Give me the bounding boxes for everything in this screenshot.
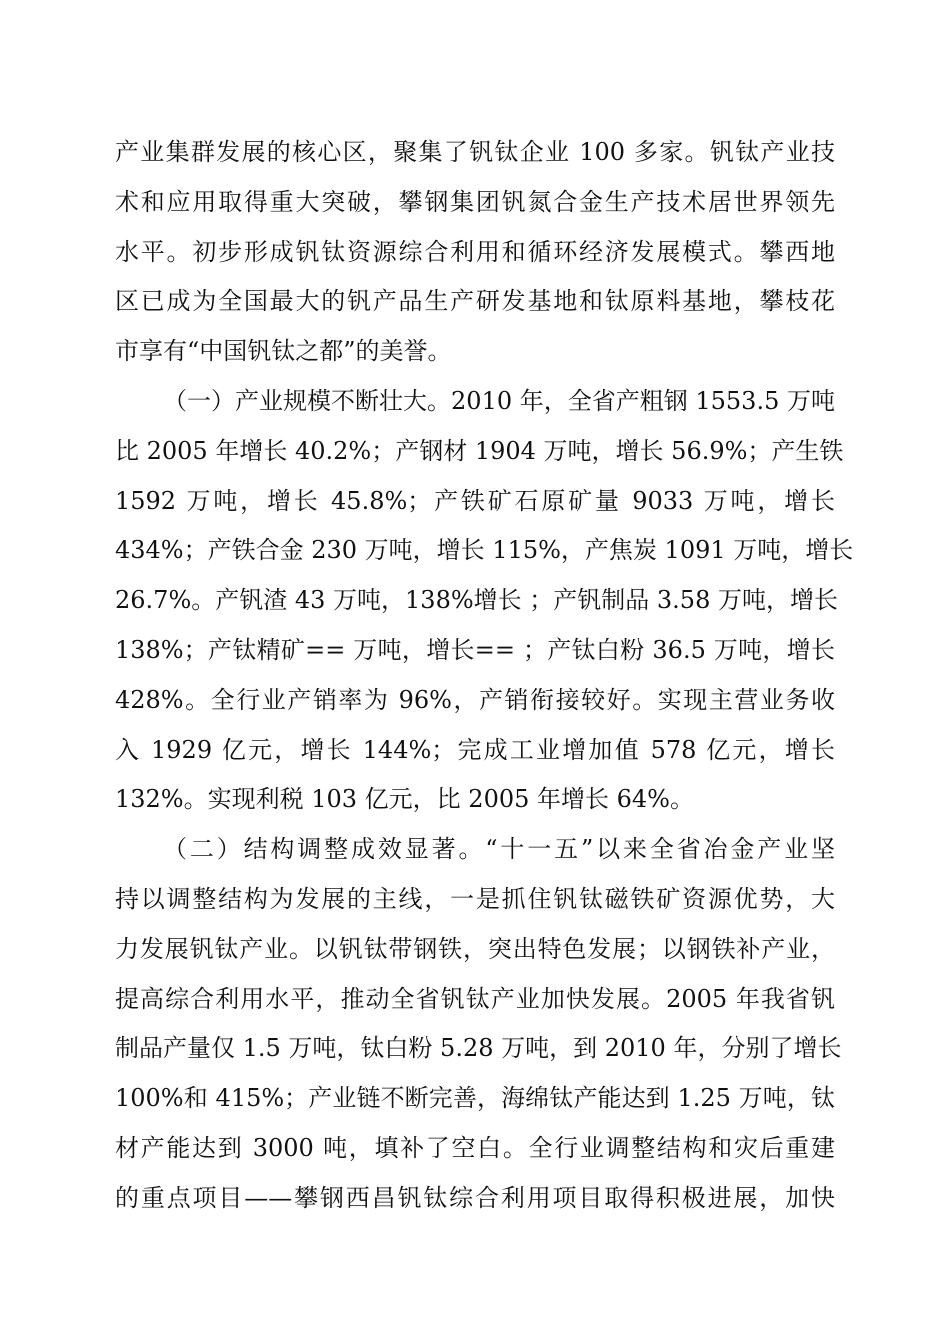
text-line: 428%。全行业产销率为 96%，产销衔接较好。实现主营业务收	[115, 685, 835, 714]
body-text	[115, 128, 854, 1224]
text-line: （一）产业规模不断壮大。2010 年，全省产粗钢 1553.5 万吨	[163, 386, 835, 415]
text-line: 入 1929 亿元，增长 144%；完成工业增加值 578 亿元，增长	[115, 735, 835, 764]
text-line: 132%。实现利税 103 亿元，比 2005 年增长 64%。	[115, 785, 694, 814]
text-line: 提高综合利用水平，推动全省钒钛产业加快发展。2005 年我省钒	[115, 984, 835, 1013]
text-line: 材产能达到 3000 吨，填补了空白。全行业调整结构和灾后重建	[115, 1133, 835, 1162]
text-line: 的重点项目——攀钢西昌钒钛综合利用项目取得积极进展，加快	[115, 1183, 835, 1212]
text-line: 术和应用取得重大突破，攀钢集团钒氮合金生产技术居世界领先	[115, 187, 835, 216]
text-line: （二）结构调整成效显著。“十一五”以来全省冶金产业坚	[163, 835, 835, 864]
text-line: 产业集群发展的核心区，聚集了钒钛企业 100 多家。钒钛产业技	[115, 138, 835, 166]
text-line: 市享有“中国钒钛之都”的美誉。	[115, 337, 452, 366]
text-line: 持以调整结构为发展的主线，一是抓住钒钛磁铁矿资源优势，大	[115, 884, 835, 913]
text-line: 100%和 415%；产业链不断完善，海绵钛产能达到 1.25 万吨，钛	[115, 1084, 835, 1113]
text-line: 434%；产铁合金 230 万吨，增长 115%，产焦炭 1091 万吨，增长	[115, 536, 854, 565]
text-line: 138%；产钛精矿== 万吨，增长== ；产钛白粉 36.5 万吨，增长	[115, 635, 835, 664]
text-line: 制品产量仅 1.5 万吨，钛白粉 5.28 万吨，到 2010 年，分别了增长	[115, 1034, 842, 1063]
text-line: 区已成为全国最大的钒产品生产研发基地和钛原料基地，攀枝花	[115, 287, 835, 316]
text-line: 比 2005 年增长 40.2%；产钢材 1904 万吨，增长 56.9%；产生铁	[115, 436, 844, 465]
text-line: 1592 万吨，增长 45.8%；产铁矿石原矿量 9033 万吨，增长	[115, 486, 835, 515]
text-line: 力发展钒钛产业。以钒钛带钢铁，突出特色发展；以钢铁补产业，	[115, 934, 835, 963]
text-line: 26.7%。产钒渣 43 万吨，138%增长 ；产钒制品 3.58 万吨，增长	[115, 586, 838, 615]
text-line: 水平。初步形成钒钛资源综合利用和循环经济发展模式。攀西地	[115, 237, 835, 266]
